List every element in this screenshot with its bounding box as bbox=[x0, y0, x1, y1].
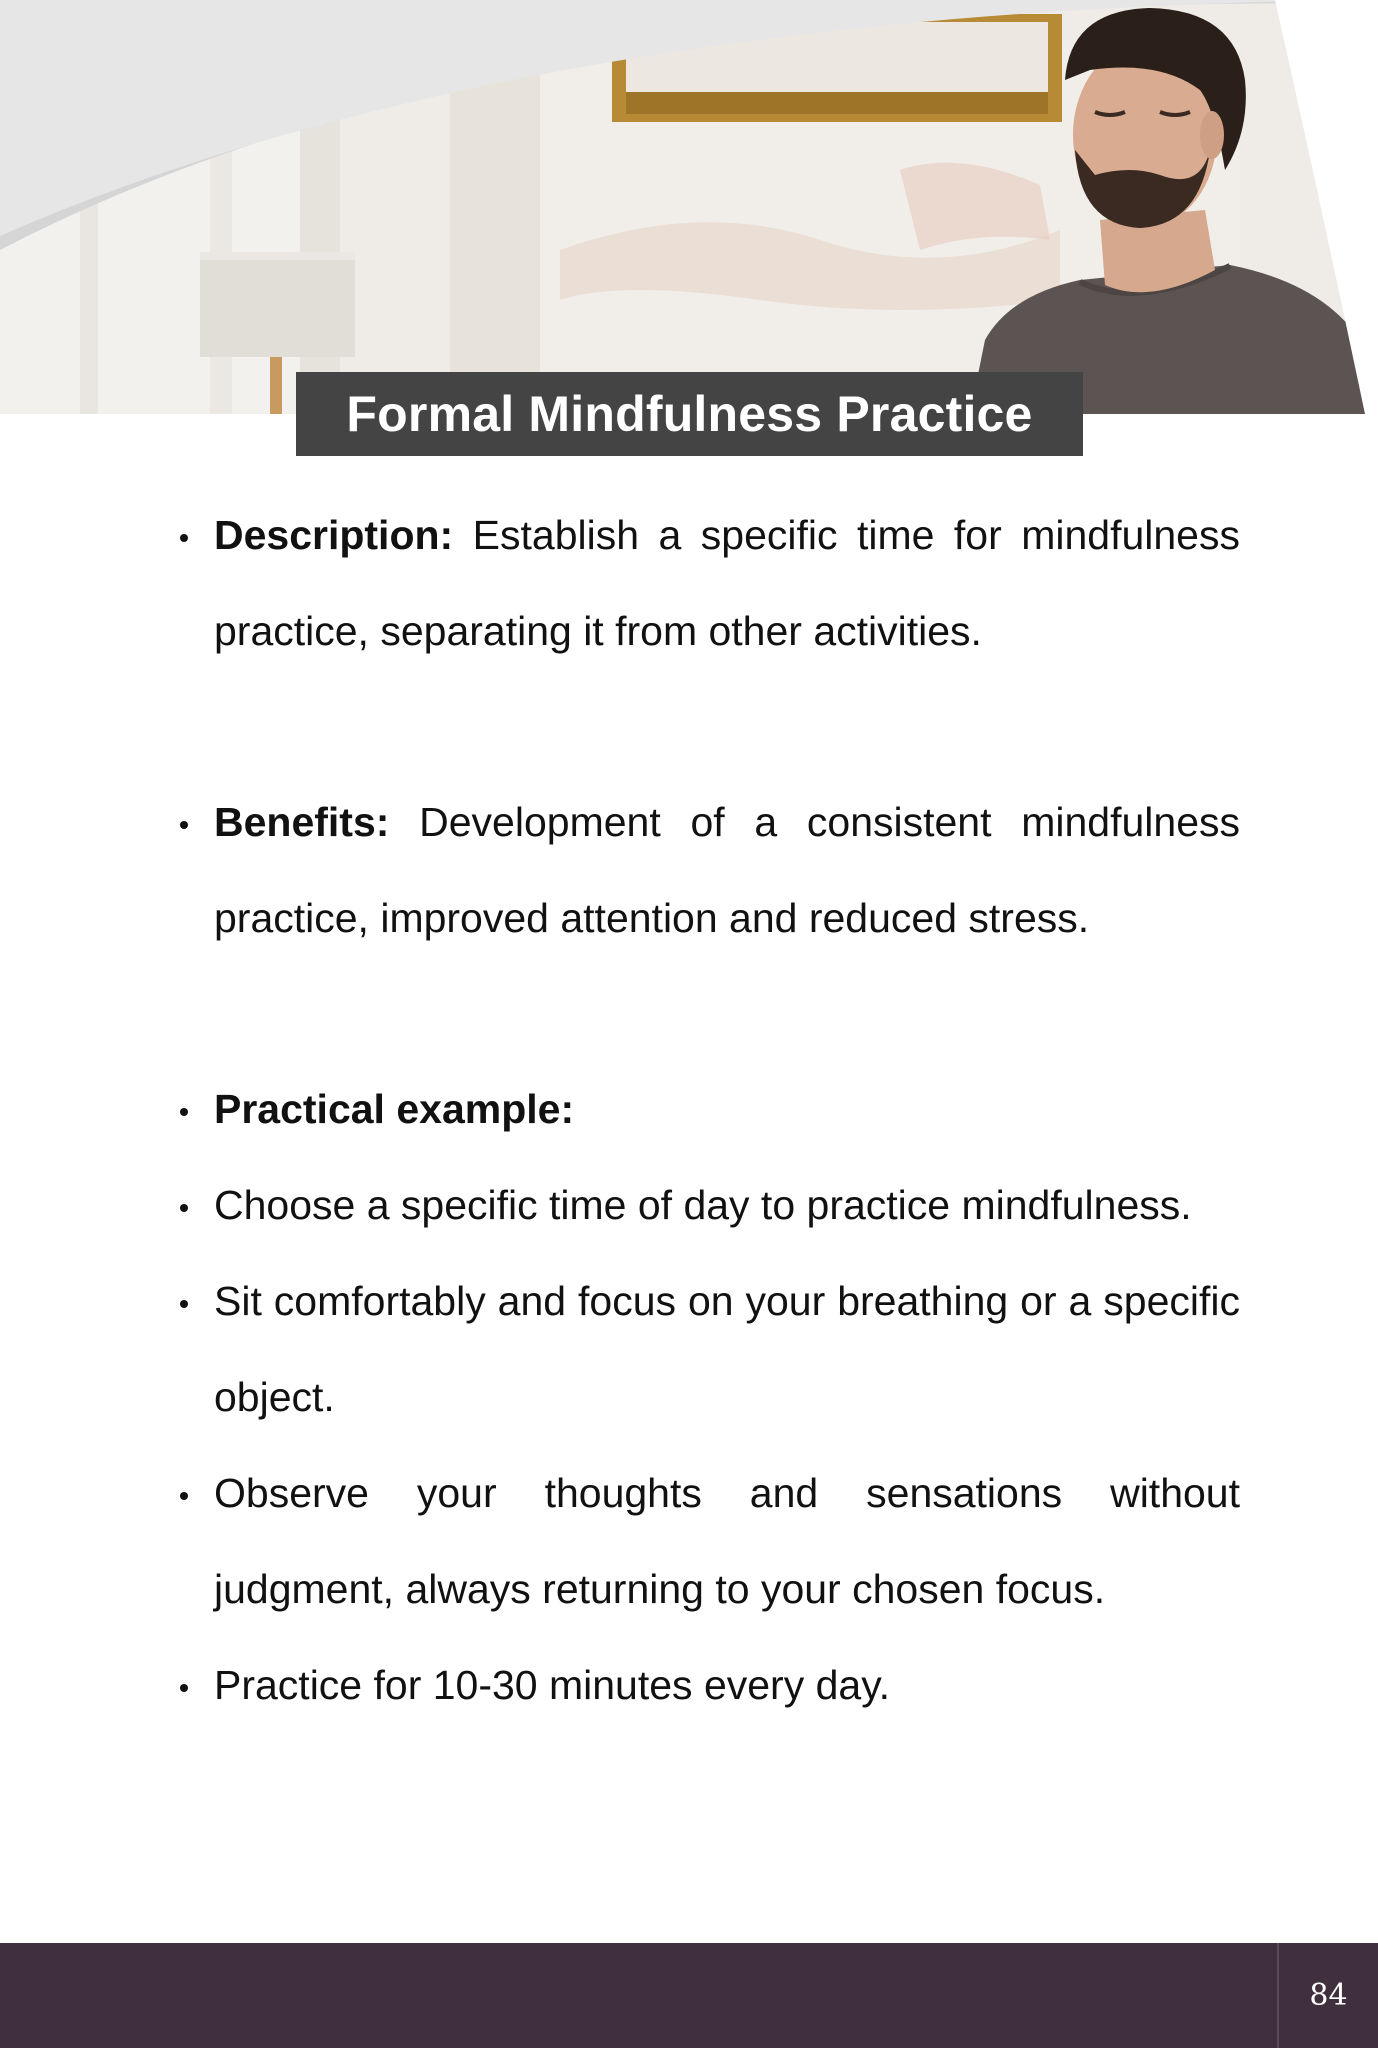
item-text: Establish a specific time for mindfulness practice, separating it from other activities. bbox=[214, 512, 1240, 654]
page-number: 84 bbox=[1309, 1978, 1348, 2013]
item-text: Observe your thoughts and sensations without judgment, always returning to your chosen focus. bbox=[214, 1470, 1240, 1612]
list-item-step bbox=[175, 1445, 1240, 1637]
hero-image bbox=[0, 0, 1378, 414]
meditating-man-photo bbox=[0, 0, 1378, 414]
footer-bar bbox=[0, 1943, 1378, 2048]
content-list-section bbox=[175, 487, 1240, 1733]
list-item-benefits bbox=[175, 774, 1240, 966]
item-text: Practice for 10-30 minutes every day. bbox=[214, 1662, 891, 1708]
list-item-step bbox=[175, 1253, 1240, 1445]
item-text: Choose a specific time of day to practice mindfulness. bbox=[214, 1182, 1192, 1228]
item-text: Sit comfortably and focus on your breathing or a specific object. bbox=[214, 1278, 1240, 1420]
item-text: Development of a consistent mindfulness practice, improved attention and reduced stress. bbox=[214, 799, 1240, 941]
item-label: Description: bbox=[214, 512, 454, 558]
list-item-step bbox=[175, 1157, 1240, 1253]
list-item-step bbox=[175, 1637, 1240, 1733]
item-label: Benefits: bbox=[214, 799, 390, 845]
list-item-description bbox=[175, 487, 1240, 679]
list-item-practical-example bbox=[175, 1061, 1240, 1157]
bullet-list bbox=[175, 487, 1240, 1733]
item-label: Practical example: bbox=[214, 1086, 575, 1132]
page-title: Formal Mindfulness Practice bbox=[296, 372, 1083, 456]
